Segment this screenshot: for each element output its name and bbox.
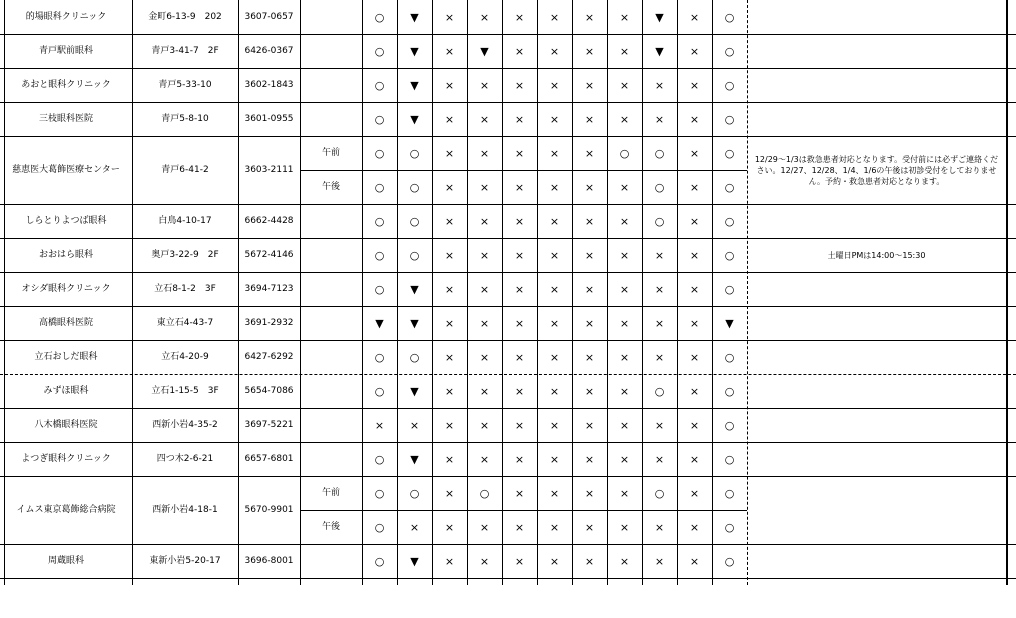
status-mark: × bbox=[514, 214, 525, 228]
status-mark: × bbox=[619, 112, 630, 126]
clinic-name: あおと眼科クリニック bbox=[21, 79, 111, 90]
status-mark: × bbox=[619, 554, 630, 568]
status-mark: × bbox=[479, 282, 490, 296]
grid-line-vertical bbox=[712, 0, 713, 585]
status-mark: ○ bbox=[654, 486, 665, 500]
status-mark: × bbox=[584, 554, 595, 568]
status-mark: × bbox=[619, 282, 630, 296]
status-mark: ○ bbox=[724, 146, 735, 160]
status-mark: ○ bbox=[374, 112, 385, 126]
status-mark: ○ bbox=[409, 248, 420, 262]
status-mark: × bbox=[584, 10, 595, 24]
clinic-note bbox=[747, 340, 1006, 374]
status-mark: × bbox=[549, 44, 560, 58]
status-mark: ○ bbox=[619, 146, 630, 160]
status-mark: × bbox=[549, 316, 560, 330]
status-mark: × bbox=[514, 180, 525, 194]
clinic-note bbox=[747, 544, 1006, 578]
status-mark: × bbox=[549, 520, 560, 534]
clinic-phone: 3694-7123 bbox=[244, 283, 294, 294]
clinic-note bbox=[747, 476, 1006, 544]
clinic-note bbox=[747, 442, 1006, 476]
status-mark: × bbox=[409, 418, 420, 432]
status-mark: × bbox=[619, 486, 630, 500]
status-mark: × bbox=[689, 316, 700, 330]
status-mark: × bbox=[619, 316, 630, 330]
status-mark: ○ bbox=[409, 350, 420, 364]
status-mark: × bbox=[549, 418, 560, 432]
status-mark: × bbox=[619, 214, 630, 228]
status-mark: × bbox=[479, 78, 490, 92]
status-mark: × bbox=[444, 282, 455, 296]
status-mark: × bbox=[444, 44, 455, 58]
clinic-address: 白鳥4-10-17 bbox=[158, 215, 212, 226]
status-mark: ○ bbox=[374, 384, 385, 398]
status-mark: × bbox=[584, 180, 595, 194]
status-mark: × bbox=[654, 520, 665, 534]
clinic-address: 四つ木2-6-21 bbox=[156, 453, 214, 464]
status-mark: × bbox=[549, 384, 560, 398]
grid-line-vertical bbox=[642, 0, 643, 585]
grid-line-vertical bbox=[362, 0, 363, 585]
status-mark: × bbox=[549, 180, 560, 194]
period-label bbox=[300, 374, 362, 408]
period-label bbox=[300, 68, 362, 102]
status-mark: × bbox=[619, 520, 630, 534]
clinic-phone: 5672-4146 bbox=[244, 249, 294, 260]
clinic-name: 高橋眼科医院 bbox=[38, 317, 93, 328]
status-mark: × bbox=[619, 78, 630, 92]
clinic-phone: 3691-2932 bbox=[244, 317, 294, 328]
status-mark: × bbox=[689, 146, 700, 160]
clinic-note bbox=[747, 408, 1006, 442]
status-mark: ○ bbox=[409, 214, 420, 228]
status-mark: ▼ bbox=[480, 44, 489, 58]
clinic-address: 立石4-20-9 bbox=[161, 351, 209, 362]
status-mark: ○ bbox=[374, 180, 385, 194]
grid-line-vertical bbox=[607, 0, 608, 585]
status-mark: ○ bbox=[724, 486, 735, 500]
status-mark: × bbox=[479, 214, 490, 228]
clinic-note bbox=[747, 306, 1006, 340]
status-mark: ○ bbox=[374, 44, 385, 58]
status-mark: × bbox=[619, 350, 630, 364]
status-mark: × bbox=[584, 452, 595, 466]
status-mark: × bbox=[584, 418, 595, 432]
status-mark: ○ bbox=[409, 486, 420, 500]
status-mark: × bbox=[654, 248, 665, 262]
clinic-name: 立石おしだ眼科 bbox=[34, 351, 98, 362]
status-mark: × bbox=[689, 452, 700, 466]
status-mark: × bbox=[444, 520, 455, 534]
clinic-name: 三枝眼科医院 bbox=[38, 113, 93, 124]
status-mark: × bbox=[619, 452, 630, 466]
clinic-address: 西新小岩4-18-1 bbox=[152, 504, 218, 515]
status-mark: × bbox=[479, 350, 490, 364]
status-mark: × bbox=[689, 384, 700, 398]
status-mark: × bbox=[584, 350, 595, 364]
clinic-phone: 3696-8001 bbox=[244, 555, 294, 566]
period-label bbox=[300, 0, 362, 34]
clinic-phone: 6427-6292 bbox=[244, 351, 294, 362]
period-label bbox=[300, 442, 362, 476]
status-mark: ○ bbox=[724, 248, 735, 262]
status-mark: × bbox=[549, 146, 560, 160]
status-mark: ○ bbox=[374, 486, 385, 500]
status-mark: × bbox=[549, 282, 560, 296]
status-mark: ○ bbox=[724, 452, 735, 466]
clinic-note bbox=[747, 68, 1006, 102]
grid-line-vertical bbox=[132, 0, 133, 585]
status-mark: × bbox=[689, 180, 700, 194]
status-mark: ○ bbox=[724, 10, 735, 24]
status-mark: ○ bbox=[654, 214, 665, 228]
status-mark: × bbox=[689, 486, 700, 500]
status-mark: ▼ bbox=[410, 78, 419, 92]
status-mark: × bbox=[689, 78, 700, 92]
status-mark: ○ bbox=[654, 146, 665, 160]
status-mark: ○ bbox=[374, 452, 385, 466]
grid-line-vertical bbox=[238, 0, 239, 585]
grid-line-vertical bbox=[677, 0, 678, 585]
status-mark: × bbox=[444, 214, 455, 228]
status-mark: × bbox=[514, 486, 525, 500]
clinic-note: 12/29～1/3は救急患者対応となります。受付前には必ずご連絡ください。12/27、12/28、1/4、1/6の午後は初診受付をしておりません。予約・救急患者対応となります。 bbox=[754, 154, 999, 186]
status-mark: × bbox=[514, 78, 525, 92]
status-mark: × bbox=[654, 452, 665, 466]
status-mark: × bbox=[689, 44, 700, 58]
status-mark: ○ bbox=[724, 418, 735, 432]
grid-line-vertical bbox=[300, 0, 301, 585]
period-label bbox=[300, 306, 362, 340]
status-mark: ○ bbox=[409, 180, 420, 194]
status-mark: × bbox=[619, 180, 630, 194]
status-mark: × bbox=[514, 282, 525, 296]
period-label bbox=[300, 204, 362, 238]
status-mark: ▼ bbox=[410, 10, 419, 24]
status-mark: ○ bbox=[374, 214, 385, 228]
status-mark: × bbox=[444, 384, 455, 398]
status-mark: × bbox=[654, 350, 665, 364]
clinic-phone: 3602-1843 bbox=[244, 79, 294, 90]
status-mark: × bbox=[514, 112, 525, 126]
status-mark: × bbox=[689, 248, 700, 262]
status-mark: × bbox=[514, 520, 525, 534]
clinic-note bbox=[747, 102, 1006, 136]
status-mark: × bbox=[479, 554, 490, 568]
status-mark: × bbox=[584, 316, 595, 330]
status-mark: ○ bbox=[654, 384, 665, 398]
clinic-phone: 6657-6801 bbox=[244, 453, 294, 464]
status-mark: × bbox=[549, 452, 560, 466]
status-mark: × bbox=[514, 554, 525, 568]
clinic-address: 金町6-13-9 202 bbox=[148, 11, 222, 22]
status-mark: ○ bbox=[724, 282, 735, 296]
grid-line-vertical bbox=[432, 0, 433, 585]
clinic-note bbox=[747, 204, 1006, 238]
clinic-phone: 3697-5221 bbox=[244, 419, 294, 430]
status-mark: × bbox=[444, 10, 455, 24]
status-mark: × bbox=[479, 10, 490, 24]
status-mark: ○ bbox=[374, 554, 385, 568]
grid-line-vertical bbox=[4, 0, 5, 585]
period-label bbox=[300, 238, 362, 272]
status-mark: × bbox=[689, 350, 700, 364]
clinic-address: 青戸5-33-10 bbox=[158, 79, 212, 90]
status-mark: ▼ bbox=[410, 554, 419, 568]
grid-line-vertical bbox=[467, 0, 468, 585]
status-mark: ▼ bbox=[725, 316, 734, 330]
status-mark: ○ bbox=[374, 520, 385, 534]
status-mark: ○ bbox=[724, 180, 735, 194]
status-mark: × bbox=[584, 112, 595, 126]
status-mark: ○ bbox=[724, 350, 735, 364]
clinic-name: 八木橋眼科医院 bbox=[34, 419, 98, 430]
period-label: 午後 bbox=[321, 181, 340, 192]
status-mark: × bbox=[514, 146, 525, 160]
status-mark: × bbox=[584, 214, 595, 228]
status-mark: ▼ bbox=[410, 384, 419, 398]
clinic-address: 奥戸3-22-9 2F bbox=[151, 249, 219, 260]
grid-line-vertical bbox=[747, 0, 748, 585]
status-mark: × bbox=[619, 418, 630, 432]
clinic-note: 土曜日PMは14:00～15:30 bbox=[827, 250, 926, 260]
status-mark: × bbox=[479, 520, 490, 534]
status-mark: × bbox=[689, 520, 700, 534]
status-mark: × bbox=[619, 384, 630, 398]
period-label: 午前 bbox=[321, 147, 340, 158]
status-mark: × bbox=[479, 180, 490, 194]
clinic-note bbox=[747, 272, 1006, 306]
status-mark: × bbox=[444, 248, 455, 262]
status-mark: ○ bbox=[724, 214, 735, 228]
status-mark: × bbox=[689, 112, 700, 126]
status-mark: × bbox=[584, 520, 595, 534]
status-mark: × bbox=[479, 384, 490, 398]
status-mark: ▼ bbox=[655, 44, 664, 58]
status-mark: × bbox=[549, 10, 560, 24]
grid-line-vertical bbox=[572, 0, 573, 585]
status-mark: × bbox=[479, 452, 490, 466]
clinic-name: おおはら眼科 bbox=[38, 249, 93, 260]
clinic-name: オシダ眼科クリニック bbox=[21, 283, 111, 294]
status-mark: × bbox=[619, 44, 630, 58]
status-mark: × bbox=[479, 248, 490, 262]
status-mark: × bbox=[514, 384, 525, 398]
status-mark: × bbox=[584, 486, 595, 500]
status-mark: ○ bbox=[374, 282, 385, 296]
status-mark: × bbox=[549, 112, 560, 126]
clinic-name: 的場眼科クリニック bbox=[25, 11, 107, 22]
status-mark: × bbox=[689, 10, 700, 24]
clinic-name: よつぎ眼科クリニック bbox=[21, 453, 111, 464]
status-mark: × bbox=[444, 146, 455, 160]
status-mark: ○ bbox=[724, 520, 735, 534]
status-mark: ▼ bbox=[410, 316, 419, 330]
clinic-phone: 3603-2111 bbox=[244, 164, 294, 175]
status-mark: ○ bbox=[374, 350, 385, 364]
status-mark: ○ bbox=[374, 146, 385, 160]
status-mark: × bbox=[584, 282, 595, 296]
status-mark: × bbox=[549, 248, 560, 262]
status-mark: × bbox=[654, 282, 665, 296]
status-mark: × bbox=[654, 554, 665, 568]
status-mark: × bbox=[444, 316, 455, 330]
status-mark: ○ bbox=[374, 10, 385, 24]
status-mark: × bbox=[409, 520, 420, 534]
clinic-name: イムス東京葛飾総合病院 bbox=[16, 504, 116, 515]
clinic-note bbox=[747, 374, 1006, 408]
clinic-address: 青戸5-8-10 bbox=[161, 113, 209, 124]
status-mark: × bbox=[444, 78, 455, 92]
period-label bbox=[300, 544, 362, 578]
status-mark: × bbox=[444, 112, 455, 126]
status-mark: × bbox=[689, 554, 700, 568]
status-mark: × bbox=[374, 418, 385, 432]
status-mark: × bbox=[479, 316, 490, 330]
clinic-name: しらとりよつば眼科 bbox=[25, 215, 107, 226]
clinic-address: 青戸6-41-2 bbox=[161, 164, 209, 175]
status-mark: × bbox=[584, 44, 595, 58]
grid-line-horizontal bbox=[0, 578, 1016, 579]
status-mark: × bbox=[654, 316, 665, 330]
status-mark: ▼ bbox=[375, 316, 384, 330]
clinic-phone: 6426-0367 bbox=[244, 45, 294, 56]
status-mark: × bbox=[654, 418, 665, 432]
clinic-note bbox=[747, 0, 1006, 34]
status-mark: ▼ bbox=[410, 282, 419, 296]
status-mark: ○ bbox=[409, 146, 420, 160]
clinic-name: 青戸駅前眼科 bbox=[38, 45, 93, 56]
status-mark: × bbox=[584, 384, 595, 398]
status-mark: × bbox=[479, 146, 490, 160]
status-mark: ▼ bbox=[655, 10, 664, 24]
clinic-address: 立石1-15-5 3F bbox=[151, 385, 219, 396]
status-mark: × bbox=[479, 418, 490, 432]
status-mark: × bbox=[549, 78, 560, 92]
clinic-address: 東新小岩5-20-17 bbox=[149, 555, 221, 566]
status-mark: × bbox=[619, 10, 630, 24]
status-mark: ▼ bbox=[410, 452, 419, 466]
clinic-name: 慈恵医大葛飾医療センター bbox=[12, 164, 120, 175]
status-mark: × bbox=[514, 418, 525, 432]
grid-line-vertical bbox=[1006, 0, 1008, 585]
status-mark: ○ bbox=[724, 78, 735, 92]
clinic-note bbox=[747, 34, 1006, 68]
status-mark: × bbox=[584, 248, 595, 262]
status-mark: × bbox=[549, 486, 560, 500]
period-label bbox=[300, 102, 362, 136]
period-label bbox=[300, 34, 362, 68]
status-mark: × bbox=[514, 44, 525, 58]
status-mark: × bbox=[444, 452, 455, 466]
grid-line-vertical bbox=[502, 0, 503, 585]
status-mark: ○ bbox=[654, 180, 665, 194]
clinic-phone: 3607-0657 bbox=[244, 11, 294, 22]
clinic-address: 西新小岩4-35-2 bbox=[152, 419, 218, 430]
grid-line-horizontal bbox=[300, 170, 747, 171]
status-mark: × bbox=[514, 10, 525, 24]
period-label bbox=[300, 340, 362, 374]
clinic-name: みずほ眼科 bbox=[43, 385, 89, 396]
status-mark: ○ bbox=[724, 384, 735, 398]
clinic-address: 青戸3-41-7 2F bbox=[151, 45, 219, 56]
status-mark: × bbox=[514, 316, 525, 330]
status-mark: × bbox=[549, 214, 560, 228]
status-mark: × bbox=[479, 112, 490, 126]
status-mark: × bbox=[549, 554, 560, 568]
status-mark: ○ bbox=[374, 248, 385, 262]
status-mark: × bbox=[689, 418, 700, 432]
status-mark: ○ bbox=[479, 486, 490, 500]
status-mark: ○ bbox=[724, 112, 735, 126]
status-mark: × bbox=[654, 112, 665, 126]
status-mark: × bbox=[689, 282, 700, 296]
period-label: 午後 bbox=[321, 521, 340, 532]
status-mark: × bbox=[549, 350, 560, 364]
grid-line-vertical bbox=[537, 0, 538, 585]
status-mark: × bbox=[444, 350, 455, 364]
status-mark: ○ bbox=[374, 78, 385, 92]
clinic-phone: 3601-0955 bbox=[244, 113, 294, 124]
status-mark: × bbox=[444, 554, 455, 568]
status-mark: ▼ bbox=[410, 112, 419, 126]
status-mark: × bbox=[514, 248, 525, 262]
clinic-address: 東立石4-43-7 bbox=[156, 317, 214, 328]
clinic-address: 立石8-1-2 3F bbox=[154, 283, 216, 294]
period-label bbox=[300, 272, 362, 306]
clinic-name: 周蔵眼科 bbox=[47, 555, 84, 566]
status-mark: × bbox=[689, 214, 700, 228]
status-mark: × bbox=[584, 78, 595, 92]
grid-line-vertical bbox=[397, 0, 398, 585]
status-mark: ▼ bbox=[410, 44, 419, 58]
status-mark: ○ bbox=[724, 554, 735, 568]
status-mark: ○ bbox=[724, 44, 735, 58]
status-mark: × bbox=[584, 146, 595, 160]
status-mark: × bbox=[514, 350, 525, 364]
clinic-phone: 5654-7086 bbox=[244, 385, 294, 396]
period-label bbox=[300, 408, 362, 442]
period-label: 午前 bbox=[321, 487, 340, 498]
grid-line-horizontal bbox=[300, 510, 747, 511]
status-mark: × bbox=[619, 248, 630, 262]
status-mark: × bbox=[444, 418, 455, 432]
clinic-phone: 6662-4428 bbox=[244, 215, 294, 226]
status-mark: × bbox=[444, 486, 455, 500]
status-mark: × bbox=[514, 452, 525, 466]
status-mark: × bbox=[444, 180, 455, 194]
clinic-phone: 5670-9901 bbox=[244, 504, 294, 515]
status-mark: × bbox=[654, 78, 665, 92]
